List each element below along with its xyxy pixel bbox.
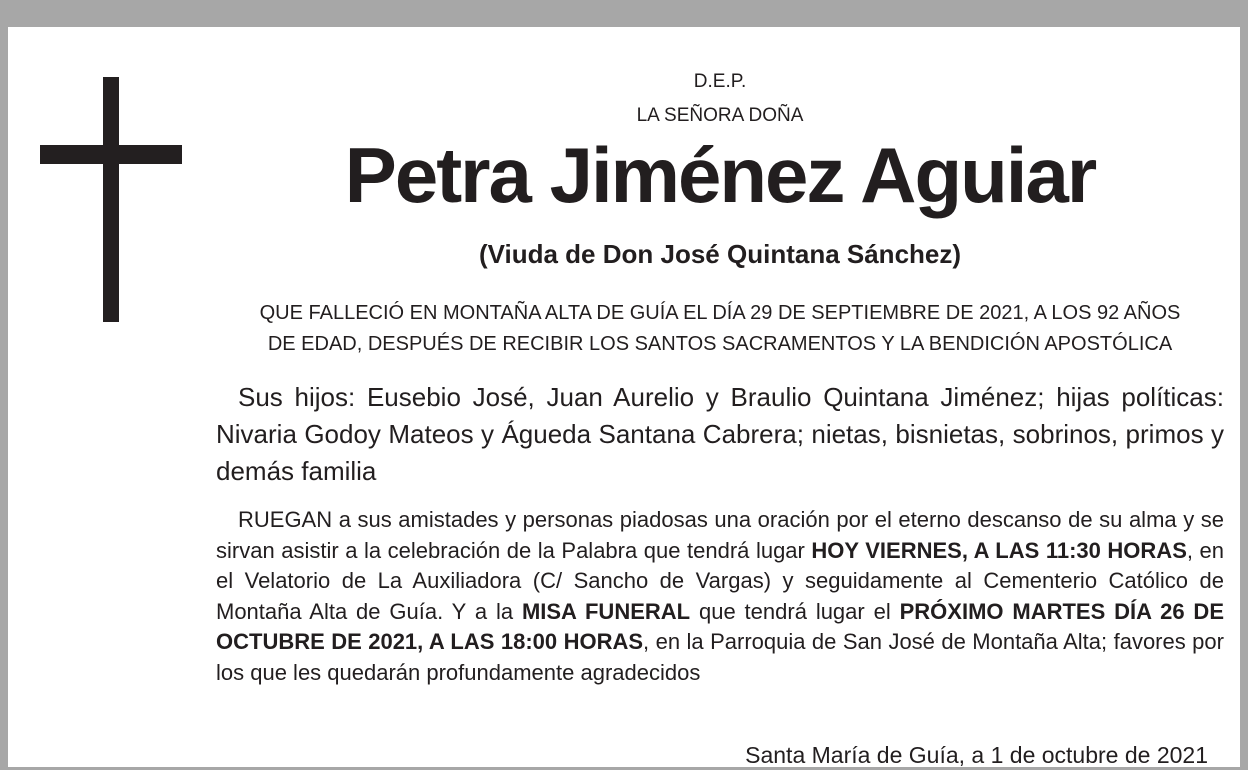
death-line-2: DE EDAD, DESPUÉS DE RECIBIR LOS SANTOS SACRAMENTOS Y LA BENDICIÓN APOSTÓLICA xyxy=(267,333,1173,355)
dep-heading: D.E.P. xyxy=(693,71,747,92)
deceased-name: Petra Jiménez Aguiar xyxy=(344,131,1096,219)
request-text-4: , en la Parroquia de San José de Montaña Alta; favores por los que les quedarán profundamente agradecidos xyxy=(216,629,1224,685)
honorific: LA SEÑORA DOÑA xyxy=(636,105,804,126)
obituary-notice xyxy=(8,27,1240,767)
place-date: Santa María de Guía, a 1 de octubre de 2021 xyxy=(745,742,1208,768)
request-time-today: HOY VIERNES, A LAS 11:30 HORAS xyxy=(811,537,1187,563)
request-text-2: , en el Velatorio de La Auxiliadora (C/ Sancho de Vargas) y seguidamente al Cementerio Católico de Montaña Alta de Guía. Y a la xyxy=(216,537,1225,624)
death-statement xyxy=(216,298,1224,360)
widow-of: (Viuda de Don José Quintana Sánchez) xyxy=(478,239,962,269)
death-line-1: QUE FALLECIÓ EN MONTAÑA ALTA DE GUÍA EL DÍA 29 DE SEPTIEMBRE DE 2021, A LOS 92 AÑOS xyxy=(259,302,1181,324)
request-mass: MISA FUNERAL xyxy=(521,598,691,624)
request-mass-date: PRÓXIMO MARTES DÍA 26 DE OCTUBRE DE 2021, A LAS 18:00 HORAS xyxy=(216,598,1224,654)
cross-icon xyxy=(103,77,119,322)
request-text-1: RUEGAN a sus amistades y personas piadosas una oración por el eterno descanso de su alma y se sirvan asistir a la celebración de la Palabra que tendrá lugar xyxy=(216,507,1224,563)
request-paragraph xyxy=(216,505,1224,688)
family-paragraph xyxy=(216,379,1224,490)
request-text-3: que tendrá lugar el xyxy=(690,598,900,624)
cross-icon-bar xyxy=(40,145,182,164)
family-text: Sus hijos: Eusebio José, Juan Aurelio y Braulio Quintana Jiménez; hijas políticas: Nivaria Godoy Mateos y Águeda Santana Cabrera; nietas, bisnietas, sobrinos, primos y demás familia xyxy=(216,382,1224,486)
